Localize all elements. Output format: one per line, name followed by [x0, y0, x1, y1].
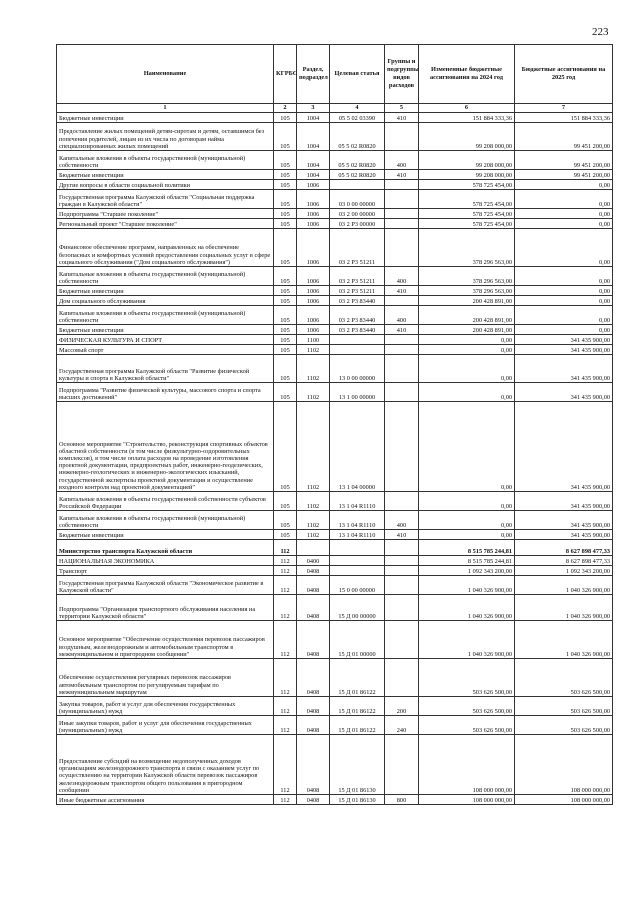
row-amount-2024: 378 296 563,00: [419, 286, 515, 296]
row-target-article: [330, 180, 385, 190]
row-target-article: 15 Д 01 86122: [330, 697, 385, 716]
row-section: 0408: [297, 735, 330, 795]
row-amount-2025: 8 627 898 477,33: [515, 540, 613, 556]
row-target-article: 03 2 00 00000: [330, 209, 385, 219]
row-amount-2024: 0,00: [419, 530, 515, 540]
row-expense-type: [385, 566, 419, 576]
row-section: 1006: [297, 190, 330, 209]
header-expense-type: Группы и подгруппы видов расходов: [385, 45, 419, 104]
table-row: [57, 151, 613, 170]
row-name: Обеспечение осуществления регулярных перевозок пассажиров автомобильным транспортом по регулируемым тарифам по межмуниципальным маршрутам: [57, 659, 274, 697]
row-name: Другие вопросы в области социальной политики: [57, 180, 274, 190]
row-amount-2025: 503 626 500,00: [515, 659, 613, 697]
row-kgrbs: 112: [274, 795, 297, 805]
row-amount-2025: 108 000 000,00: [515, 735, 613, 795]
row-expense-type: 200: [385, 697, 419, 716]
table-header-row: [57, 45, 613, 104]
row-expense-type: [385, 383, 419, 402]
row-target-article: 13 0 00 00000: [330, 355, 385, 383]
row-name: Региональный проект "Старшее поколение": [57, 219, 274, 229]
row-expense-type: 400: [385, 267, 419, 286]
row-amount-2024: 1 040 326 900,00: [419, 595, 515, 621]
row-kgrbs: 105: [274, 151, 297, 170]
colnum-7: 7: [515, 104, 613, 113]
row-section: 0400: [297, 556, 330, 566]
row-name: Капитальные вложения в объекты государственной (муниципальной) собственности: [57, 151, 274, 170]
row-expense-type: [385, 335, 419, 345]
header-name: Наименование: [57, 45, 274, 104]
row-amount-2025: 0,00: [515, 306, 613, 325]
row-amount-2025: 99 451 200,00: [515, 151, 613, 170]
row-target-article: [330, 566, 385, 576]
colnum-4: 4: [330, 104, 385, 113]
row-target-article: 13 1 04 R1110: [330, 492, 385, 511]
row-expense-type: 410: [385, 325, 419, 335]
row-kgrbs: 112: [274, 556, 297, 566]
row-section: 1006: [297, 209, 330, 219]
row-target-article: 05 5 02 R0820: [330, 123, 385, 151]
row-target-article: 15 Д 01 86130: [330, 795, 385, 805]
table-row: [57, 209, 613, 219]
row-name: Министерство транспорта Калужской области: [57, 540, 274, 556]
row-target-article: 15 Д 01 00000: [330, 621, 385, 659]
row-expense-type: [385, 190, 419, 209]
row-expense-type: 400: [385, 151, 419, 170]
row-amount-2024: 503 626 500,00: [419, 659, 515, 697]
row-kgrbs: 112: [274, 595, 297, 621]
row-amount-2024: 8 515 785 244,81: [419, 556, 515, 566]
row-target-article: 05 5 02 R0820: [330, 170, 385, 180]
row-kgrbs: 112: [274, 716, 297, 735]
row-amount-2025: 99 451 200,00: [515, 170, 613, 180]
row-amount-2024: 200 428 891,00: [419, 296, 515, 306]
row-expense-type: 400: [385, 306, 419, 325]
row-name: Основное мероприятие "Строительство, реконструкция спортивных объектов областной собственности (в том числе физкультурно-оздоровительных комплексов), в том числе оплата расходов на проведение изготовления проектной документации, предпроектных работ, инженерно-геодезических, инженерно-геологических и инженерно-экологических изысканий, государственной экспертизы проектной документации и осуществление входного контроля над проектной документацией": [57, 402, 274, 492]
row-expense-type: [385, 180, 419, 190]
row-section: 1006: [297, 180, 330, 190]
table-row: [57, 180, 613, 190]
row-target-article: 05 5 02 03390: [330, 113, 385, 123]
row-target-article: [330, 345, 385, 355]
row-name: Капитальные вложения в объекты государственной (муниципальной) собственности: [57, 306, 274, 325]
row-section: 1102: [297, 345, 330, 355]
row-kgrbs: 105: [274, 267, 297, 286]
row-kgrbs: 112: [274, 540, 297, 556]
row-section: 1006: [297, 219, 330, 229]
row-kgrbs: 105: [274, 402, 297, 492]
row-expense-type: [385, 492, 419, 511]
row-name: Предоставление субсидий на возмещение недополученных доходов организациям железнодорожного транспорта в связи с оказанием услуг по осуществлению на территории Калужской области перевозок пассажиров железнодорожным транспортом общего пользования в пригородном сообщении: [57, 735, 274, 795]
row-expense-type: 410: [385, 170, 419, 180]
row-kgrbs: 112: [274, 621, 297, 659]
row-amount-2025: 108 000 000,00: [515, 795, 613, 805]
row-section: 0408: [297, 621, 330, 659]
row-amount-2024: 1 040 326 900,00: [419, 621, 515, 659]
row-target-article: 03 2 P3 51211: [330, 267, 385, 286]
row-kgrbs: 105: [274, 345, 297, 355]
row-expense-type: [385, 296, 419, 306]
row-section: 1102: [297, 355, 330, 383]
row-kgrbs: 105: [274, 123, 297, 151]
row-amount-2025: 503 626 500,00: [515, 697, 613, 716]
table-row: [57, 540, 613, 556]
row-section: 0408: [297, 716, 330, 735]
row-kgrbs: 105: [274, 209, 297, 219]
row-expense-type: [385, 621, 419, 659]
row-amount-2024: 108 000 000,00: [419, 795, 515, 805]
row-section: 1006: [297, 296, 330, 306]
row-section: 1004: [297, 170, 330, 180]
row-amount-2024: 1 092 343 200,00: [419, 566, 515, 576]
row-target-article: 15 0 00 00000: [330, 576, 385, 595]
row-section: 1004: [297, 151, 330, 170]
table-row: [57, 659, 613, 697]
row-target-article: 03 2 P3 00000: [330, 219, 385, 229]
row-amount-2025: 1 040 326 900,00: [515, 576, 613, 595]
row-name: Подпрограмма "Организация транспортного обслуживания населения на территории Калужской области": [57, 595, 274, 621]
row-target-article: 03 2 P3 83440: [330, 306, 385, 325]
row-name: Массовый спорт: [57, 345, 274, 355]
row-amount-2025: 1 092 343 200,00: [515, 566, 613, 576]
colnum-1: 1: [57, 104, 274, 113]
row-name: Бюджетные инвестиции: [57, 325, 274, 335]
row-amount-2024: 0,00: [419, 511, 515, 530]
row-target-article: 03 0 00 00000: [330, 190, 385, 209]
table-row: [57, 229, 613, 267]
row-amount-2024: 0,00: [419, 383, 515, 402]
row-amount-2025: 341 435 900,00: [515, 345, 613, 355]
row-amount-2024: 151 884 333,36: [419, 113, 515, 123]
row-amount-2024: 99 208 000,00: [419, 123, 515, 151]
row-section: [297, 540, 330, 556]
row-amount-2024: 99 208 000,00: [419, 151, 515, 170]
table-row: [57, 735, 613, 795]
row-section: 0408: [297, 697, 330, 716]
row-amount-2025: 341 435 900,00: [515, 511, 613, 530]
row-name: Финансовое обеспечение программ, направленных на обеспечение безопасных и комфортных условий предоставления социальных услуг в сфере социального обслуживания ("Дом социального обслуживания"): [57, 229, 274, 267]
row-amount-2024: 0,00: [419, 492, 515, 511]
row-section: 1102: [297, 530, 330, 540]
table-row: [57, 306, 613, 325]
row-expense-type: [385, 540, 419, 556]
row-section: 1004: [297, 123, 330, 151]
row-kgrbs: 105: [274, 530, 297, 540]
row-name: Бюджетные инвестиции: [57, 170, 274, 180]
table-row: [57, 716, 613, 735]
row-expense-type: [385, 402, 419, 492]
colnum-3: 3: [297, 104, 330, 113]
row-kgrbs: 105: [274, 306, 297, 325]
row-expense-type: [385, 576, 419, 595]
colnum-6: 6: [419, 104, 515, 113]
row-name: Транспорт: [57, 566, 274, 576]
table-row: [57, 123, 613, 151]
row-amount-2024: 0,00: [419, 335, 515, 345]
row-expense-type: 410: [385, 113, 419, 123]
row-expense-type: [385, 219, 419, 229]
row-section: 1102: [297, 402, 330, 492]
row-kgrbs: 112: [274, 566, 297, 576]
row-amount-2024: 0,00: [419, 355, 515, 383]
row-amount-2024: 108 000 000,00: [419, 735, 515, 795]
row-target-article: 05 5 02 R0820: [330, 151, 385, 170]
table-row: [57, 219, 613, 229]
row-amount-2025: 0,00: [515, 229, 613, 267]
row-amount-2024: 8 515 785 244,81: [419, 540, 515, 556]
row-kgrbs: 105: [274, 296, 297, 306]
row-kgrbs: 105: [274, 325, 297, 335]
row-name: Основное мероприятие "Обеспечение осуществления перевозок пассажиров воздушным, железнодорожным и автомобильным транспортом в межмуниципальном и пригородном сообщении": [57, 621, 274, 659]
row-name: Бюджетные инвестиции: [57, 286, 274, 296]
row-section: 1006: [297, 306, 330, 325]
row-target-article: 15 Д 01 86130: [330, 735, 385, 795]
row-target-article: [330, 556, 385, 566]
row-name: Подпрограмма "Старшее поколение": [57, 209, 274, 219]
row-expense-type: [385, 556, 419, 566]
row-section: 1006: [297, 286, 330, 296]
table-row: [57, 530, 613, 540]
table-body: [57, 113, 613, 805]
table-row: [57, 296, 613, 306]
row-name: Капитальные вложения в объекты государственной собственности субъектов Российской Федерации: [57, 492, 274, 511]
colnum-2: 2: [274, 104, 297, 113]
row-amount-2024: 1 040 326 900,00: [419, 576, 515, 595]
row-target-article: 13 1 04 R1110: [330, 530, 385, 540]
colnum-5: 5: [385, 104, 419, 113]
row-expense-type: [385, 659, 419, 697]
row-section: 1004: [297, 113, 330, 123]
row-amount-2024: 378 296 563,00: [419, 229, 515, 267]
row-name: Иные закупки товаров, работ и услуг для обеспечения государственных (муниципальных) нужд: [57, 716, 274, 735]
row-amount-2024: 378 296 563,00: [419, 267, 515, 286]
row-expense-type: [385, 595, 419, 621]
table-row: [57, 621, 613, 659]
table-row: [57, 697, 613, 716]
row-section: 1006: [297, 267, 330, 286]
row-kgrbs: 105: [274, 335, 297, 345]
table-row: [57, 402, 613, 492]
row-target-article: 03 2 P3 51211: [330, 229, 385, 267]
row-amount-2024: 578 725 454,00: [419, 190, 515, 209]
table-row: [57, 595, 613, 621]
row-kgrbs: 105: [274, 170, 297, 180]
table-row: [57, 113, 613, 123]
row-kgrbs: 105: [274, 113, 297, 123]
row-amount-2024: 578 725 454,00: [419, 180, 515, 190]
row-target-article: 13 1 00 00000: [330, 383, 385, 402]
row-expense-type: 410: [385, 286, 419, 296]
row-kgrbs: 105: [274, 355, 297, 383]
row-amount-2025: 151 884 333,36: [515, 113, 613, 123]
table-row: [57, 267, 613, 286]
row-amount-2025: 341 435 900,00: [515, 530, 613, 540]
row-section: 0408: [297, 566, 330, 576]
row-name: Дом социального обслуживания: [57, 296, 274, 306]
table-row: [57, 170, 613, 180]
row-expense-type: [385, 123, 419, 151]
row-amount-2025: 341 435 900,00: [515, 335, 613, 345]
row-name: Капитальные вложения в объекты государственной (муниципальной) собственности: [57, 511, 274, 530]
row-amount-2025: 1 040 326 900,00: [515, 595, 613, 621]
row-amount-2024: 503 626 500,00: [419, 716, 515, 735]
row-amount-2025: 341 435 900,00: [515, 383, 613, 402]
row-kgrbs: 105: [274, 180, 297, 190]
row-kgrbs: 112: [274, 659, 297, 697]
row-target-article: 03 2 P3 83440: [330, 296, 385, 306]
table-row: [57, 576, 613, 595]
row-amount-2025: 0,00: [515, 296, 613, 306]
row-name: Предоставление жилых помещений детям-сиротам и детям, оставшимся без попечения родителей, лицам из их числа по договорам найма специализированных жилых помещений: [57, 123, 274, 151]
row-expense-type: 410: [385, 530, 419, 540]
table-row: [57, 566, 613, 576]
row-name: ФИЗИЧЕСКАЯ КУЛЬТУРА И СПОРТ: [57, 335, 274, 345]
row-section: 0408: [297, 795, 330, 805]
row-amount-2024: 503 626 500,00: [419, 697, 515, 716]
row-amount-2024: 99 208 000,00: [419, 170, 515, 180]
row-amount-2025: 8 627 898 477,33: [515, 556, 613, 566]
row-amount-2025: 0,00: [515, 267, 613, 286]
table-row: [57, 286, 613, 296]
row-section: 1006: [297, 325, 330, 335]
row-name: Капитальные вложения в объекты государственной (муниципальной) собственности: [57, 267, 274, 286]
row-target-article: 03 2 P3 83440: [330, 325, 385, 335]
row-target-article: 03 2 P3 51211: [330, 286, 385, 296]
row-section: 1006: [297, 229, 330, 267]
row-section: 1102: [297, 511, 330, 530]
table-row: [57, 556, 613, 566]
row-amount-2025: 0,00: [515, 219, 613, 229]
row-kgrbs: 105: [274, 383, 297, 402]
row-section: 0408: [297, 576, 330, 595]
table-row: [57, 511, 613, 530]
row-kgrbs: 112: [274, 697, 297, 716]
row-amount-2024: 578 725 454,00: [419, 209, 515, 219]
row-target-article: 15 Д 00 00000: [330, 595, 385, 621]
row-name: НАЦИОНАЛЬНАЯ ЭКОНОМИКА: [57, 556, 274, 566]
row-amount-2024: 200 428 891,00: [419, 306, 515, 325]
column-number-row: [57, 104, 613, 113]
table-row: [57, 383, 613, 402]
page-number: 223: [592, 26, 609, 38]
row-amount-2025: 0,00: [515, 209, 613, 219]
row-name: Закупка товаров, работ и услуг для обеспечения государственных (муниципальных) нужд: [57, 697, 274, 716]
row-amount-2025: 0,00: [515, 180, 613, 190]
row-amount-2024: 0,00: [419, 402, 515, 492]
row-amount-2025: 0,00: [515, 286, 613, 296]
row-target-article: [330, 335, 385, 345]
row-name: Государственная программа Калужской области "Экономическое развитие в Калужской области": [57, 576, 274, 595]
row-kgrbs: 105: [274, 286, 297, 296]
row-amount-2025: 0,00: [515, 325, 613, 335]
row-section: 1102: [297, 492, 330, 511]
header-2024: Измененные бюджетные ассигнования на 2024 год: [419, 45, 515, 104]
row-kgrbs: 112: [274, 735, 297, 795]
row-name: Иные бюджетные ассигнования: [57, 795, 274, 805]
header-target-article: Целевая статья: [330, 45, 385, 104]
budget-table: [56, 44, 613, 805]
row-kgrbs: 112: [274, 576, 297, 595]
row-target-article: 13 1 04 00000: [330, 402, 385, 492]
row-expense-type: [385, 735, 419, 795]
row-section: 0408: [297, 659, 330, 697]
row-expense-type: 400: [385, 511, 419, 530]
header-section: Раздел, подраздел: [297, 45, 330, 104]
row-name: Государственная программа Калужской области "Социальная поддержка граждан в Калужской области": [57, 190, 274, 209]
row-section: 0408: [297, 595, 330, 621]
row-amount-2025: 0,00: [515, 190, 613, 209]
row-target-article: 15 Д 01 86122: [330, 659, 385, 697]
row-section: 1100: [297, 335, 330, 345]
row-amount-2025: 341 435 900,00: [515, 355, 613, 383]
row-amount-2025: 1 040 326 900,00: [515, 621, 613, 659]
row-section: 1102: [297, 383, 330, 402]
row-kgrbs: 105: [274, 219, 297, 229]
header-kgrbs: КГРБС: [274, 45, 297, 104]
row-name: Бюджетные инвестиции: [57, 530, 274, 540]
row-kgrbs: 105: [274, 511, 297, 530]
row-amount-2024: 0,00: [419, 345, 515, 355]
row-name: Подпрограмма "Развитие физической культуры, массового спорта и спорта высших достижений": [57, 383, 274, 402]
table-row: [57, 795, 613, 805]
row-amount-2025: 503 626 500,00: [515, 716, 613, 735]
table-row: [57, 355, 613, 383]
row-amount-2024: 200 428 891,00: [419, 325, 515, 335]
row-kgrbs: 105: [274, 229, 297, 267]
row-kgrbs: 105: [274, 190, 297, 209]
table-row: [57, 345, 613, 355]
row-name: Государственная программа Калужской области "Развитие физической культуры и спорта в Калужской области": [57, 355, 274, 383]
table-row: [57, 325, 613, 335]
row-target-article: 15 Д 01 86122: [330, 716, 385, 735]
row-kgrbs: 105: [274, 492, 297, 511]
row-expense-type: [385, 209, 419, 219]
table-row: [57, 335, 613, 345]
row-expense-type: [385, 355, 419, 383]
row-expense-type: 240: [385, 716, 419, 735]
row-amount-2025: 341 435 900,00: [515, 402, 613, 492]
row-expense-type: 800: [385, 795, 419, 805]
row-target-article: 13 1 04 R1110: [330, 511, 385, 530]
row-amount-2025: 99 451 200,00: [515, 123, 613, 151]
row-expense-type: [385, 229, 419, 267]
row-name: Бюджетные инвестиции: [57, 113, 274, 123]
row-expense-type: [385, 345, 419, 355]
table-row: [57, 492, 613, 511]
table-row: [57, 190, 613, 209]
row-target-article: [330, 540, 385, 556]
row-amount-2024: 578 725 454,00: [419, 219, 515, 229]
row-amount-2025: 341 435 900,00: [515, 492, 613, 511]
header-2025: Бюджетные ассигнования на 2025 год: [515, 45, 613, 104]
